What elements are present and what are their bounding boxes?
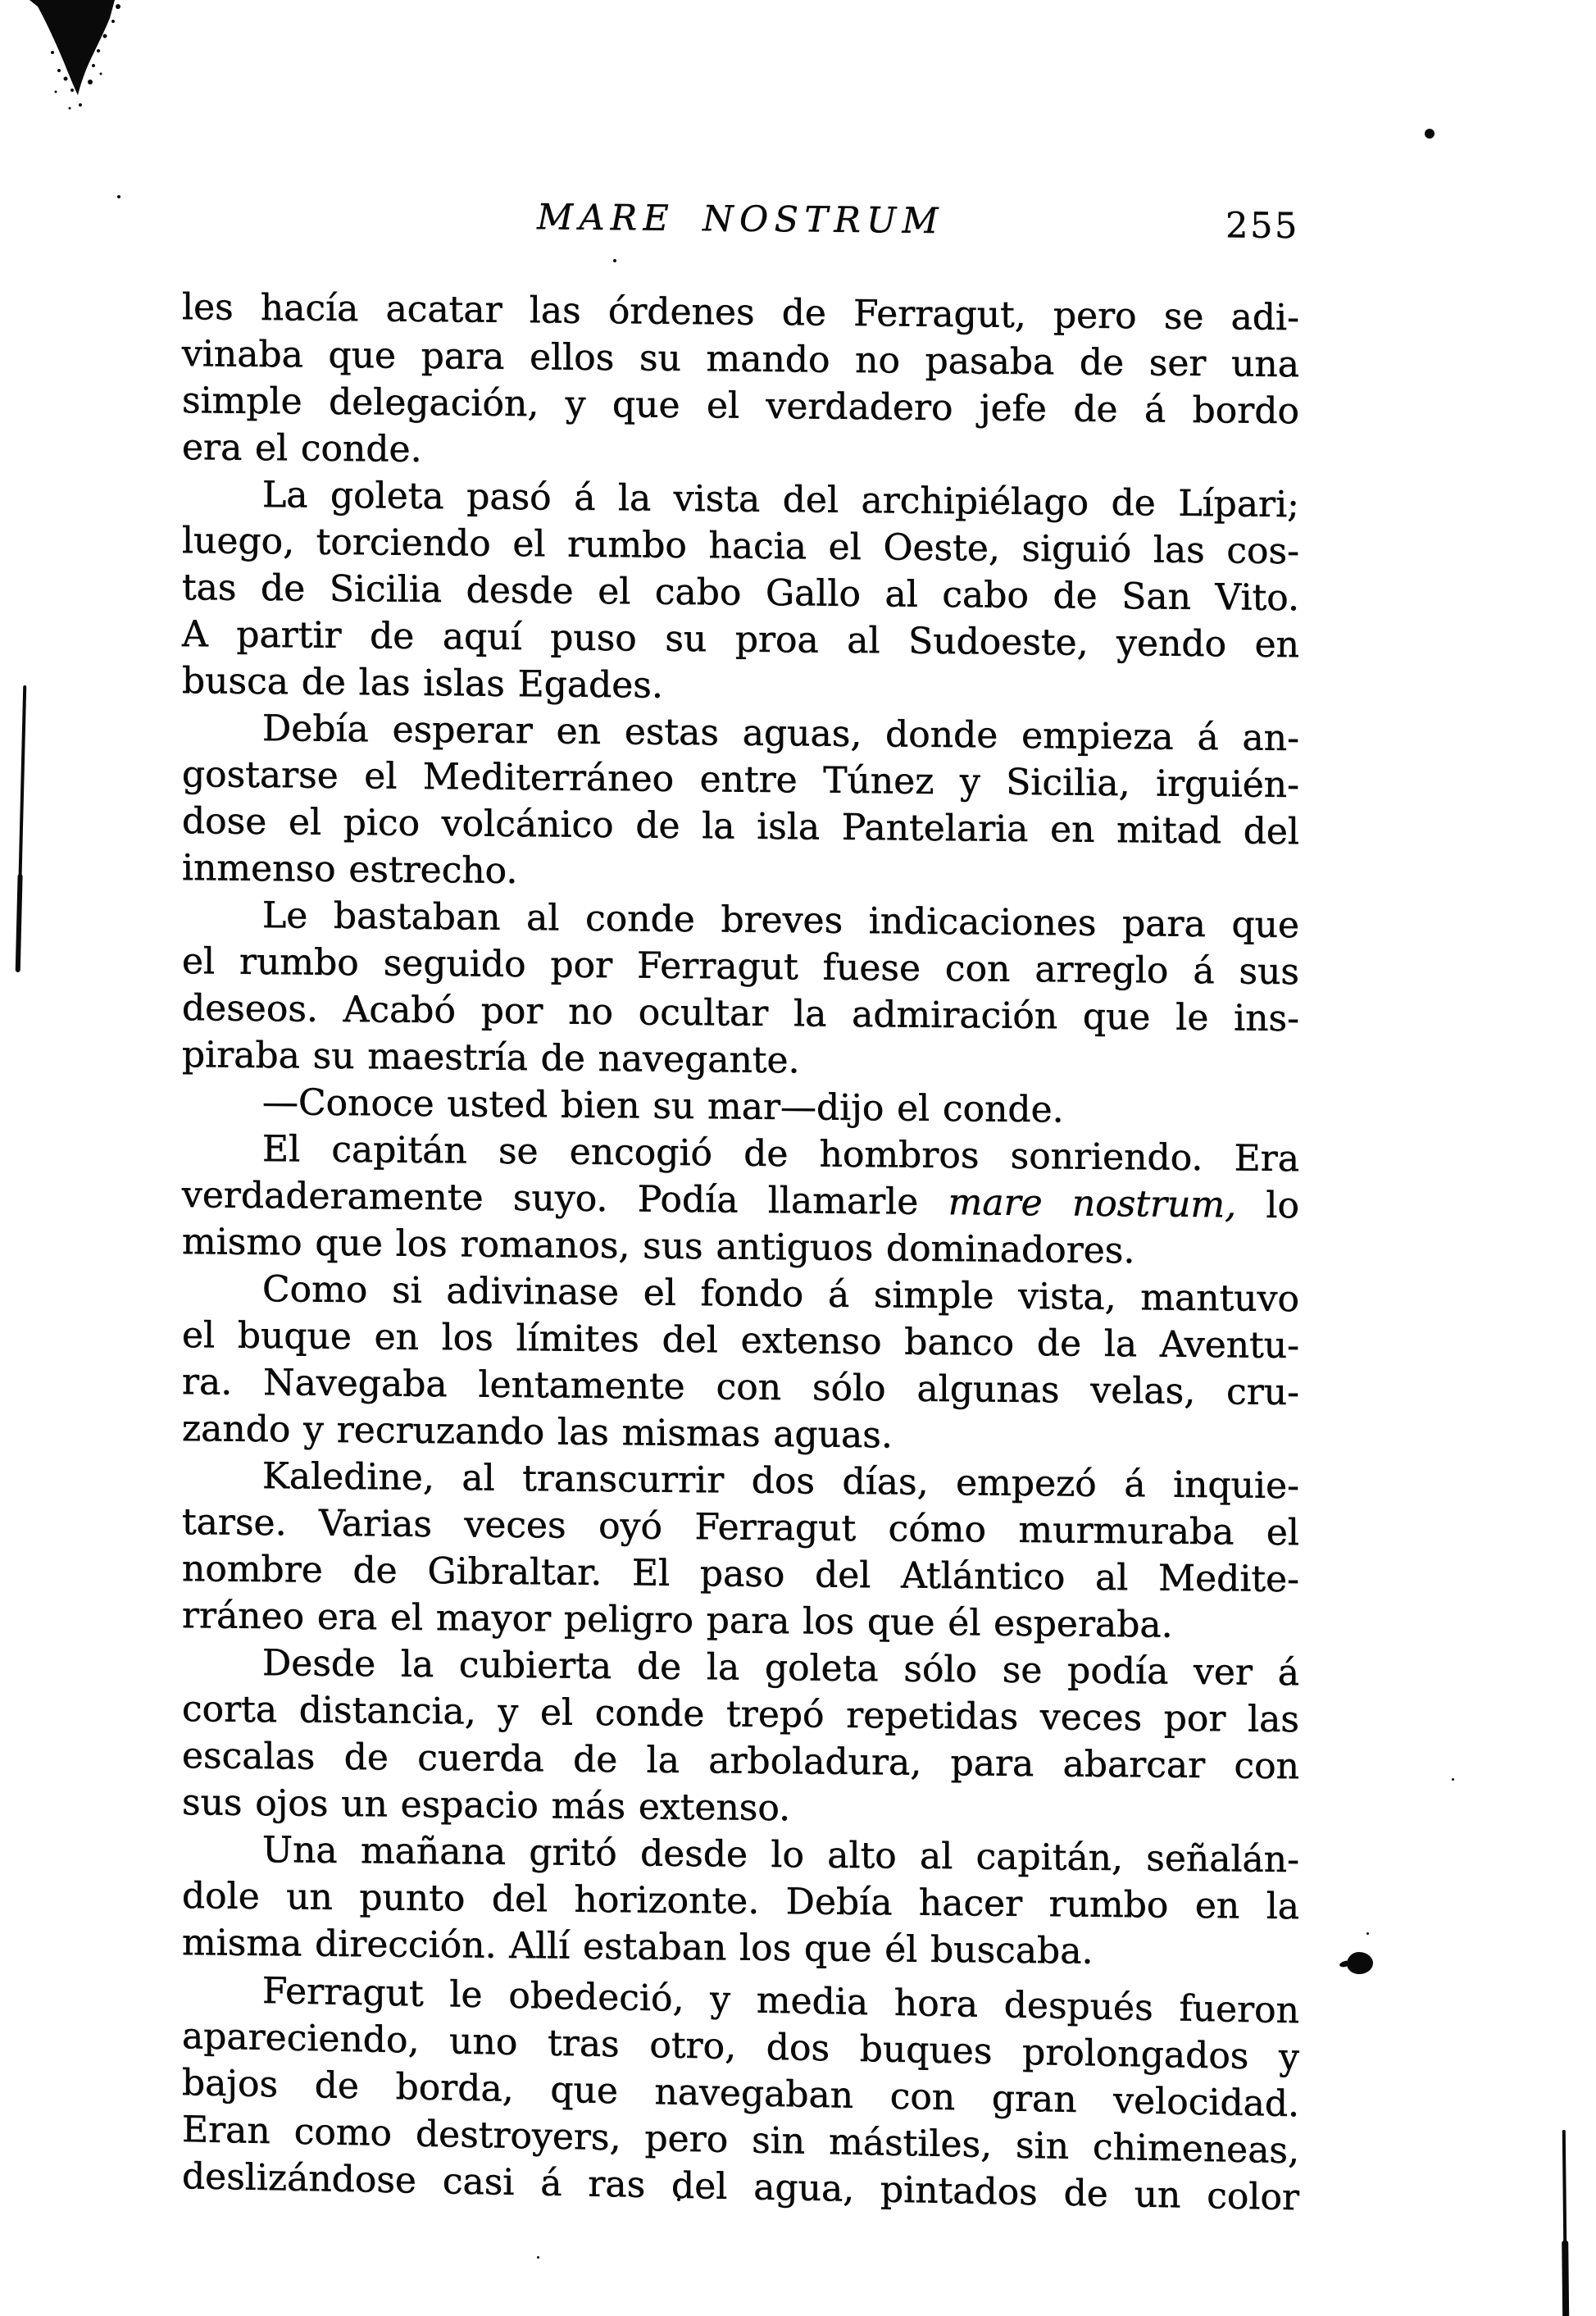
text-line: Kaledine, al transcurrir dos días, empezó á inquie- — [262, 1455, 1299, 1508]
text-line: tas de Sicilia desde el cabo Gallo al cabo de San Vito. — [182, 566, 1299, 620]
text-line: luego, torciendo el rumbo hacia el Oeste, siguió las cos- — [182, 520, 1299, 573]
paragraph — [182, 471, 1299, 715]
text-line: Ferragut le obedeció, y media hora después fueron — [262, 1970, 1299, 2032]
text-line: busca de las islas Egades. — [182, 660, 663, 707]
text-line: les hacía acatar las órdenes de Ferragut, pero se adi- — [182, 286, 1299, 339]
paragraph — [182, 284, 1299, 481]
text-line: sus ojos un espacio más extenso. — [182, 1781, 791, 1830]
text-line: —Conoce usted bien su mar—dijo el conde. — [262, 1081, 1064, 1131]
text-line: gostarse el Mediterráneo entre Túnez y Sicilia, irguién- — [182, 753, 1299, 807]
text-line: el rumbo seguido por Ferragut fuese con arreglo á sus — [182, 940, 1299, 994]
page-number: 255 — [1225, 205, 1299, 248]
paragraph — [182, 1452, 1299, 1649]
text-line: deseos. Acabó por no ocultar la admiración que le ins- — [182, 987, 1299, 1040]
text-line: mismo que los romanos, sus antiguos dominadores. — [182, 1221, 1135, 1272]
text-line: apareciendo, uno tras otro, dos buques prolongados y — [182, 2015, 1299, 2079]
text-line: ra. Navegaba lentamente con sólo algunas velas, cru- — [182, 1361, 1299, 1414]
text-segment: verdaderamente suyo. Podía llamarle — [182, 1174, 948, 1224]
text-line: dose el pico volcánico de la isla Pantelaria en mitad del — [182, 800, 1299, 853]
text-line: escalas de cuerda de la arboladura, para abarcar con — [182, 1735, 1299, 1788]
text-line: Una mañana gritó desde lo alto al capitán, señalán- — [262, 1829, 1299, 1881]
text-line: corta distancia, y el conde trepó repetidas veces por las — [182, 1688, 1299, 1741]
text-segment: lo — [1236, 1184, 1299, 1227]
paragraph — [182, 1265, 1299, 1463]
paragraph — [182, 1639, 1299, 1836]
text-line: bajos de borda, que navegaban con gran velocidad. — [182, 2062, 1299, 2126]
text-line: el buque en los límites del extenso banco de la Aventu- — [182, 1314, 1299, 1367]
text-line: misma dirección. Allí estaban los que él buscaba. — [182, 1922, 1094, 1972]
text-line: nombre de Gibraltar. El paso del Atlántico al Medite- — [182, 1548, 1299, 1601]
text-line: era el conde. — [182, 426, 422, 471]
text-line: deslizándose casi á ras del agua, pintados de un color — [182, 2155, 1299, 2219]
paragraph — [182, 1125, 1299, 1276]
text-line: dole un punto del horizonte. Debía hacer rumbo en la — [182, 1875, 1299, 1928]
text-line: Desde la cubierta de la goleta sólo se podía ver á — [262, 1642, 1299, 1695]
text-line: piraba su maestría de navegante. — [182, 1034, 800, 1082]
page-body — [182, 284, 1299, 2219]
text-line: Como si adivinase el fondo á simple vista, mantuvo — [262, 1268, 1299, 1321]
text-line: A partir de aquí puso su proa al Sudoeste, yendo en — [182, 613, 1299, 667]
paragraph — [182, 1966, 1299, 2221]
italic-phrase: mare nostrum, — [948, 1181, 1237, 1226]
paragraph — [182, 891, 1299, 1089]
text-line: Le bastaban al conde breves indicaciones para que — [262, 894, 1299, 947]
running-head — [182, 193, 1299, 253]
text-line: Eran como destroyers, pero sin mástiles, sin chimeneas, — [182, 2109, 1299, 2173]
paragraph — [182, 704, 1299, 902]
paragraph — [182, 1826, 1299, 1977]
text-line: zando y recruzando las mismas aguas. — [182, 1408, 893, 1457]
text-line: La goleta pasó á la vista del archipiélago de Lípari; — [262, 474, 1299, 526]
text-line: simple delegación, y que el verdadero jefe de á bordo — [182, 380, 1299, 433]
text-line: El capitán se encogió de hombros sonriendo. Era — [262, 1128, 1299, 1181]
page-title: MARE NOSTRUM — [537, 197, 944, 243]
text-line: rráneo era el mayor peligro para los que él esperaba. — [182, 1595, 1173, 1646]
text-line: tarse. Varias veces oyó Ferragut cómo murmuraba el — [182, 1501, 1299, 1554]
text-line: inmenso estrecho. — [182, 847, 518, 893]
text-line: Debía esperar en estas aguas, donde empieza á an- — [262, 708, 1299, 760]
text-line: vinaba que para ellos su mando no pasaba de ser una — [182, 333, 1299, 386]
